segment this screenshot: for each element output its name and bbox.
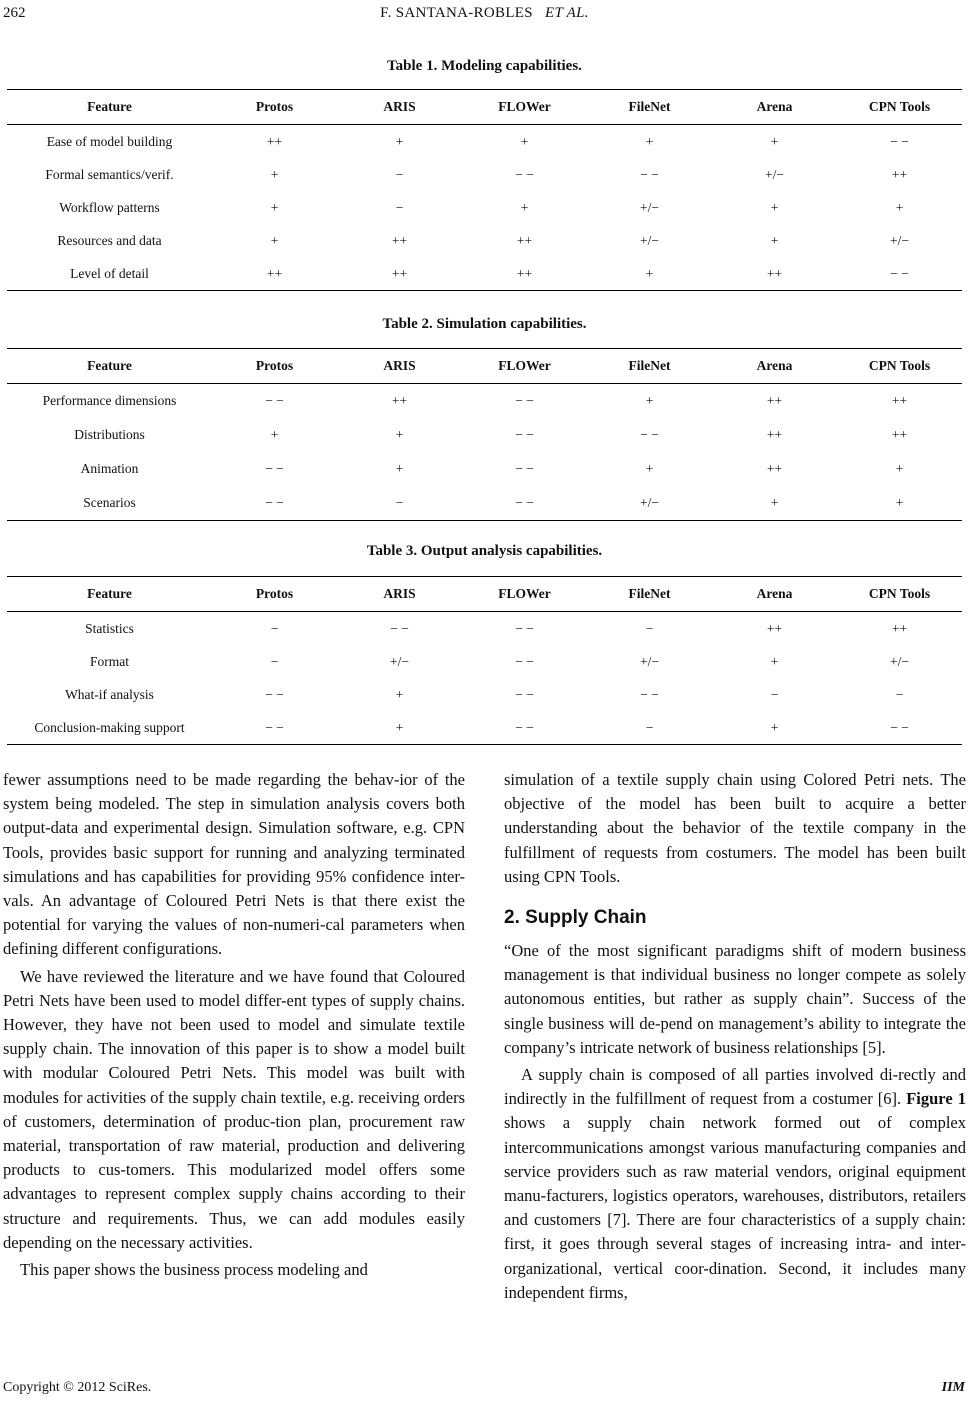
- column-header: Feature: [7, 349, 212, 384]
- rating-cell: − −: [837, 257, 962, 291]
- rating-cell: ++: [766, 393, 783, 408]
- rating-cell: −: [337, 486, 462, 521]
- rating-cell: −: [587, 711, 712, 745]
- table-row: [7, 125, 962, 159]
- rating-cell: ++: [391, 232, 408, 248]
- row-feature-label: Workflow patterns: [59, 199, 160, 215]
- rating-cell: − −: [390, 620, 409, 636]
- rating-cell: +: [770, 232, 779, 248]
- rating-cell: +: [395, 461, 404, 476]
- rating-cell: +: [587, 257, 712, 291]
- row-feature-label: Format: [90, 653, 129, 669]
- row-feature-label: Resources and data: [57, 232, 162, 248]
- row-feature-label: Formal semantics/verif.: [45, 166, 174, 182]
- column-header: FileNet: [587, 349, 712, 384]
- copyright-notice: Copyright © 2012 SciRes.: [3, 1380, 152, 1395]
- journal-abbrev: IIM: [941, 1380, 965, 1395]
- running-head-etal: ET AL.: [545, 5, 589, 21]
- table1-caption: Table 1. Modeling capabilities.: [387, 58, 582, 74]
- rating-cell: ++: [891, 427, 908, 442]
- rating-cell: − −: [837, 711, 962, 745]
- row-feature-label: Ease of model building: [46, 133, 173, 149]
- rating-cell: −: [895, 686, 904, 702]
- table3-output-analysis: [7, 576, 962, 745]
- table-row: [7, 645, 962, 678]
- rating-cell: ++: [766, 620, 783, 636]
- rating-cell: +/−: [890, 232, 909, 248]
- rating-cell: ++: [391, 393, 408, 408]
- column-header: ARIS: [337, 349, 462, 384]
- rating-cell: +: [337, 711, 462, 745]
- column-header: Arena: [712, 349, 837, 384]
- table2-caption: Table 2. Simulation capabilities.: [382, 316, 587, 332]
- rating-cell: ++: [462, 257, 587, 291]
- rating-cell: +/−: [390, 653, 409, 669]
- rating-cell: ++: [891, 620, 908, 636]
- rating-cell: − −: [515, 427, 534, 442]
- table-row: [7, 678, 962, 711]
- left-column: [3, 768, 465, 1282]
- rating-cell: +: [270, 427, 279, 442]
- rating-cell: ++: [266, 133, 283, 149]
- rating-cell: ++: [516, 232, 533, 248]
- table-row: [7, 158, 962, 191]
- rating-cell: − −: [212, 711, 337, 745]
- paragraph: “One of the most significant paradigms shift of modern business management is that individual business no longer compete as solely autonomous entities, but rather as supply chain”. Success of the single business will de-pend on management’s ability to integrate the company’s intricate network of business relationships [5].: [504, 941, 966, 1057]
- rating-cell: +: [270, 199, 279, 215]
- rating-cell: − −: [462, 486, 587, 521]
- rating-cell: −: [395, 166, 404, 182]
- table-header-row: [7, 90, 962, 125]
- column-header: Arena: [712, 90, 837, 125]
- column-header: CPN Tools: [837, 577, 962, 612]
- rating-cell: − −: [462, 711, 587, 745]
- figure-reference[interactable]: Figure 1: [906, 1089, 966, 1109]
- table-row: [7, 384, 962, 419]
- row-feature-label: Performance dimensions: [42, 393, 177, 408]
- rating-cell: +/−: [640, 232, 659, 248]
- rating-cell: − −: [890, 133, 909, 149]
- rating-cell: − −: [515, 393, 534, 408]
- rating-cell: ++: [766, 461, 783, 476]
- rating-cell: ++: [712, 257, 837, 291]
- rating-cell: − −: [515, 686, 534, 702]
- table-row: [7, 452, 962, 486]
- rating-cell: ++: [766, 427, 783, 442]
- section-heading: 2. Supply Chain: [504, 907, 647, 929]
- rating-cell: − −: [515, 620, 534, 636]
- paragraph: We have reviewed the literature and we have found that Coloured Petri Nets have been used to model differ-ent types of supply chains. However, they have not been used to model and simulate textile supply chain. The innovation of this paper is to show a model built with modular Coloured Petri Nets. This model was built with modules for activities of the supply chain textile, e.g. receiving orders of customers, determination of produc-tion plan, procurement raw material, transportation of raw material, production and delivering products to cus-tomers. This modularized model offers some advantages to represent complex supply chains according to their structure and requirements. Thus, we can add modules easily depending on the necessary activities.: [3, 966, 465, 1252]
- text-span: shows a supply chain network formed out of complex intercommunications amongst various manufacturing companies and service providers such as raw material vendors, original equipment manu-facturers, logistics operators, warehouses, distributors, retailers and customers [7]. There are four characteristics of a supply chain: first, it goes through several stages of increasing intra- and inter-organizational, vertical coor-dination. Second, it includes many independent firms,: [504, 1113, 966, 1302]
- table2-simulation: [7, 348, 962, 521]
- paragraph: fewer assumptions need to be made regarding the behav-ior of the system being modeled. The step in simulation analysis covers both output-data and experimental design. Simulation software, e.g. CPN Tools, provides basic support for running and analyzing terminated simulations and has capabilities for providing 95% confidence inter-vals. An advantage of Coloured Petri Nets is that there exist the potential for varying the values of non-numeri-cal parameters when defining different configurations.: [3, 770, 465, 959]
- table-row: [7, 612, 962, 646]
- paragraph: This paper shows the business process modeling and: [20, 1260, 368, 1280]
- rating-cell: +: [395, 686, 404, 702]
- table-header-row: [7, 577, 962, 612]
- right-column: [504, 768, 966, 1305]
- rating-cell: ++: [337, 257, 462, 291]
- rating-cell: +: [270, 166, 279, 182]
- rating-cell: − −: [515, 461, 534, 476]
- rating-cell: +: [520, 199, 529, 215]
- column-header: Feature: [7, 577, 212, 612]
- column-header: CPN Tools: [837, 90, 962, 125]
- table-row: [7, 224, 962, 257]
- rating-cell: −: [270, 653, 279, 669]
- rating-cell: +: [895, 199, 904, 215]
- rating-cell: +: [395, 133, 404, 149]
- rating-cell: −: [770, 686, 779, 702]
- row-feature-label: Distributions: [74, 427, 145, 442]
- column-header: Protos: [212, 90, 337, 125]
- rating-cell: ++: [212, 257, 337, 291]
- column-header: FileNet: [587, 577, 712, 612]
- rating-cell: −: [395, 199, 404, 215]
- rating-cell: +: [270, 232, 279, 248]
- rating-cell: − −: [640, 427, 659, 442]
- running-head-authors: F. SANTANA-ROBLES: [380, 5, 533, 21]
- column-header: Protos: [212, 349, 337, 384]
- column-header: FLOWer: [462, 90, 587, 125]
- column-header: Protos: [212, 577, 337, 612]
- table-header-row: [7, 349, 962, 384]
- column-header: Feature: [7, 90, 212, 125]
- table-row: [7, 191, 962, 224]
- row-feature-label: Conclusion-making support: [7, 711, 212, 745]
- paragraph: [504, 1063, 966, 1305]
- rating-cell: +: [770, 133, 779, 149]
- rating-cell: ++: [891, 166, 908, 182]
- table-row: [7, 486, 962, 521]
- column-header: FileNet: [587, 90, 712, 125]
- rating-cell: − −: [265, 686, 284, 702]
- row-feature-label: What-if analysis: [65, 686, 154, 702]
- page-header: [0, 0, 969, 30]
- rating-cell: +/−: [640, 653, 659, 669]
- column-header: FLOWer: [462, 349, 587, 384]
- table-row: [7, 257, 962, 291]
- running-head: [0, 5, 969, 22]
- column-header: Arena: [712, 577, 837, 612]
- table3-caption: Table 3. Output analysis capabilities.: [366, 543, 603, 559]
- rating-cell: −: [645, 620, 654, 636]
- row-feature-label: Level of detail: [7, 257, 212, 291]
- row-feature-label: Statistics: [85, 620, 134, 636]
- rating-cell: +/−: [890, 653, 909, 669]
- rating-cell: +: [712, 486, 837, 521]
- rating-cell: +/−: [640, 199, 659, 215]
- page-number: 262: [3, 5, 26, 21]
- table-row: [7, 418, 962, 452]
- rating-cell: − −: [265, 393, 284, 408]
- rating-cell: −: [270, 620, 279, 636]
- rating-cell: − −: [640, 166, 659, 182]
- table1-modeling: [7, 89, 962, 291]
- table-row: [7, 711, 962, 745]
- rating-cell: ++: [891, 393, 908, 408]
- rating-cell: +: [645, 133, 654, 149]
- column-header: CPN Tools: [837, 349, 962, 384]
- rating-cell: +/−: [587, 486, 712, 521]
- row-feature-label: Scenarios: [7, 486, 212, 521]
- rating-cell: +: [645, 393, 654, 408]
- rating-cell: +/−: [765, 166, 784, 182]
- column-header: FLOWer: [462, 577, 587, 612]
- rating-cell: +: [895, 461, 904, 476]
- rating-cell: +: [645, 461, 654, 476]
- column-header: ARIS: [337, 90, 462, 125]
- rating-cell: +: [395, 427, 404, 442]
- rating-cell: +: [837, 486, 962, 521]
- rating-cell: +: [770, 199, 779, 215]
- rating-cell: +: [770, 653, 779, 669]
- row-feature-label: Animation: [80, 461, 139, 476]
- rating-cell: − −: [640, 686, 659, 702]
- rating-cell: +: [712, 711, 837, 745]
- rating-cell: − −: [515, 653, 534, 669]
- rating-cell: − −: [265, 461, 284, 476]
- rating-cell: − −: [212, 486, 337, 521]
- column-header: ARIS: [337, 577, 462, 612]
- rating-cell: − −: [515, 166, 534, 182]
- rating-cell: +: [520, 133, 529, 149]
- paragraph: simulation of a textile supply chain using Colored Petri nets. The objective of the model has been built to acquire a better understanding about the behavior of the textile company in the fulfillment of requests from costumers. The model has been built using CPN Tools.: [504, 770, 966, 886]
- text-span: A supply chain is composed of all parties involved di-rectly and indirectly in the fulfillment of request from a costumer [6].: [504, 1065, 966, 1109]
